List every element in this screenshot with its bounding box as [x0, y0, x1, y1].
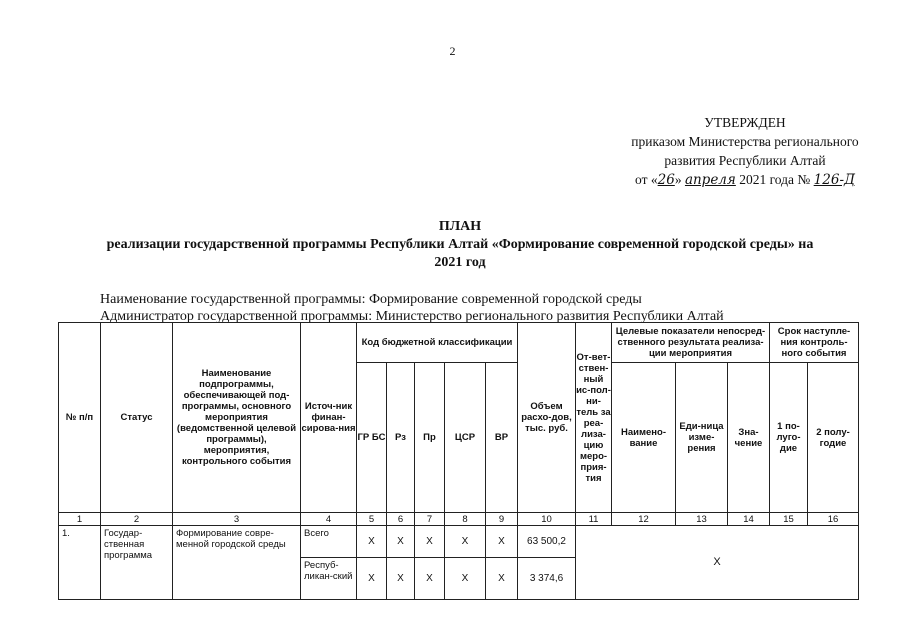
col-num: 8: [445, 513, 486, 526]
header-pr: Пр: [415, 363, 445, 513]
row-rz: Х: [387, 526, 415, 558]
row-source: Респуб-ликан-ский: [301, 558, 357, 600]
header-indicators: Целевые показатели непосред-ственного результата реализа-ции мероприятия: [612, 323, 770, 363]
col-num: 13: [676, 513, 728, 526]
row-name: Формирование совре-менной городской среды: [173, 526, 301, 600]
approval-date: от «26» апреля 2021 года № 126-Д: [635, 172, 855, 188]
handwritten-day: 26: [657, 172, 675, 188]
row-volume: 3 374,6: [518, 558, 576, 600]
row-pr: Х: [415, 526, 445, 558]
header-source: Источ-ник финан-сирова-ния: [301, 323, 357, 513]
row-pr: Х: [415, 558, 445, 600]
header-grbs: ГР БС: [357, 363, 387, 513]
col-num: 9: [486, 513, 518, 526]
col-num: 7: [415, 513, 445, 526]
row-num: 1.: [59, 526, 101, 600]
header-volume: Объем расхо-дов, тыс. руб.: [518, 323, 576, 513]
col-num: 11: [576, 513, 612, 526]
header-ind-value: Зна-чение: [728, 363, 770, 513]
header-half-2: 2 полу-годие: [808, 363, 859, 513]
header-status: Статус: [101, 323, 173, 513]
approval-block: [595, 113, 895, 190]
row-csr: Х: [445, 558, 486, 600]
merged-not-applicable-cell: Х: [576, 526, 859, 600]
header-half-1: 1 по-луго-дие: [770, 363, 808, 513]
column-numbers-row: [59, 513, 859, 526]
row-rz: Х: [387, 558, 415, 600]
approval-heading: УТВЕРЖДЕН: [704, 115, 786, 130]
program-info: [100, 291, 724, 325]
row-vr: Х: [486, 558, 518, 600]
header-budget-code: Код бюджетной классификации: [357, 323, 518, 363]
handwritten-month: апреля: [684, 172, 736, 188]
row-source: Всего: [301, 526, 357, 558]
col-num: 14: [728, 513, 770, 526]
col-num: 2: [101, 513, 173, 526]
header-rz: Рз: [387, 363, 415, 513]
header-num: № п/п: [59, 323, 101, 513]
col-num: 4: [301, 513, 357, 526]
table-row: [59, 526, 859, 558]
approval-line-1: приказом Министерства регионального: [631, 134, 859, 149]
header-vr: ВР: [486, 363, 518, 513]
row-status: Государ-ственная программа: [101, 526, 173, 600]
approval-line-2: развития Республики Алтай: [664, 153, 826, 168]
header-name: Наименование подпрограммы, обеспечивающей под-программы, основного мероприятия (ведомственной целевой программы), мероприятия, контрольного события: [173, 323, 301, 513]
row-vr: Х: [486, 526, 518, 558]
plan-table: [58, 322, 859, 600]
program-name: Наименование государственной программы: Формирование современной городской среды: [100, 292, 642, 307]
col-num: 1: [59, 513, 101, 526]
header-deadline: Срок наступле-ния контроль-ного события: [770, 323, 859, 363]
header-ind-unit: Еди-ница изме-рения: [676, 363, 728, 513]
header-executor: От-вет-ствен-ный ис-пол-ни-тель за реа-лиза-цию меро-прия-тия: [576, 323, 612, 513]
col-num: 5: [357, 513, 387, 526]
col-num: 3: [173, 513, 301, 526]
document-title: [60, 218, 860, 272]
handwritten-number: 126-Д: [813, 172, 855, 188]
title-line-3: 2021 год: [434, 255, 486, 270]
row-volume: 63 500,2: [518, 526, 576, 558]
header-csr: ЦСР: [445, 363, 486, 513]
header-ind-name: Наимено-вание: [612, 363, 676, 513]
col-num: 6: [387, 513, 415, 526]
col-num: 15: [770, 513, 808, 526]
row-csr: Х: [445, 526, 486, 558]
program-administrator: Администратор государственной программы: Министерство регионального развития Республики Алтай: [100, 309, 724, 324]
title-line-1: ПЛАН: [438, 219, 482, 234]
col-num: 12: [612, 513, 676, 526]
page-number: 2: [449, 44, 456, 58]
col-num: 16: [808, 513, 859, 526]
row-grbs: Х: [357, 526, 387, 558]
title-line-2: реализации государственной программы Республики Алтай «Формирование современной городской среды» на: [106, 237, 814, 252]
row-grbs: Х: [357, 558, 387, 600]
col-num: 10: [518, 513, 576, 526]
